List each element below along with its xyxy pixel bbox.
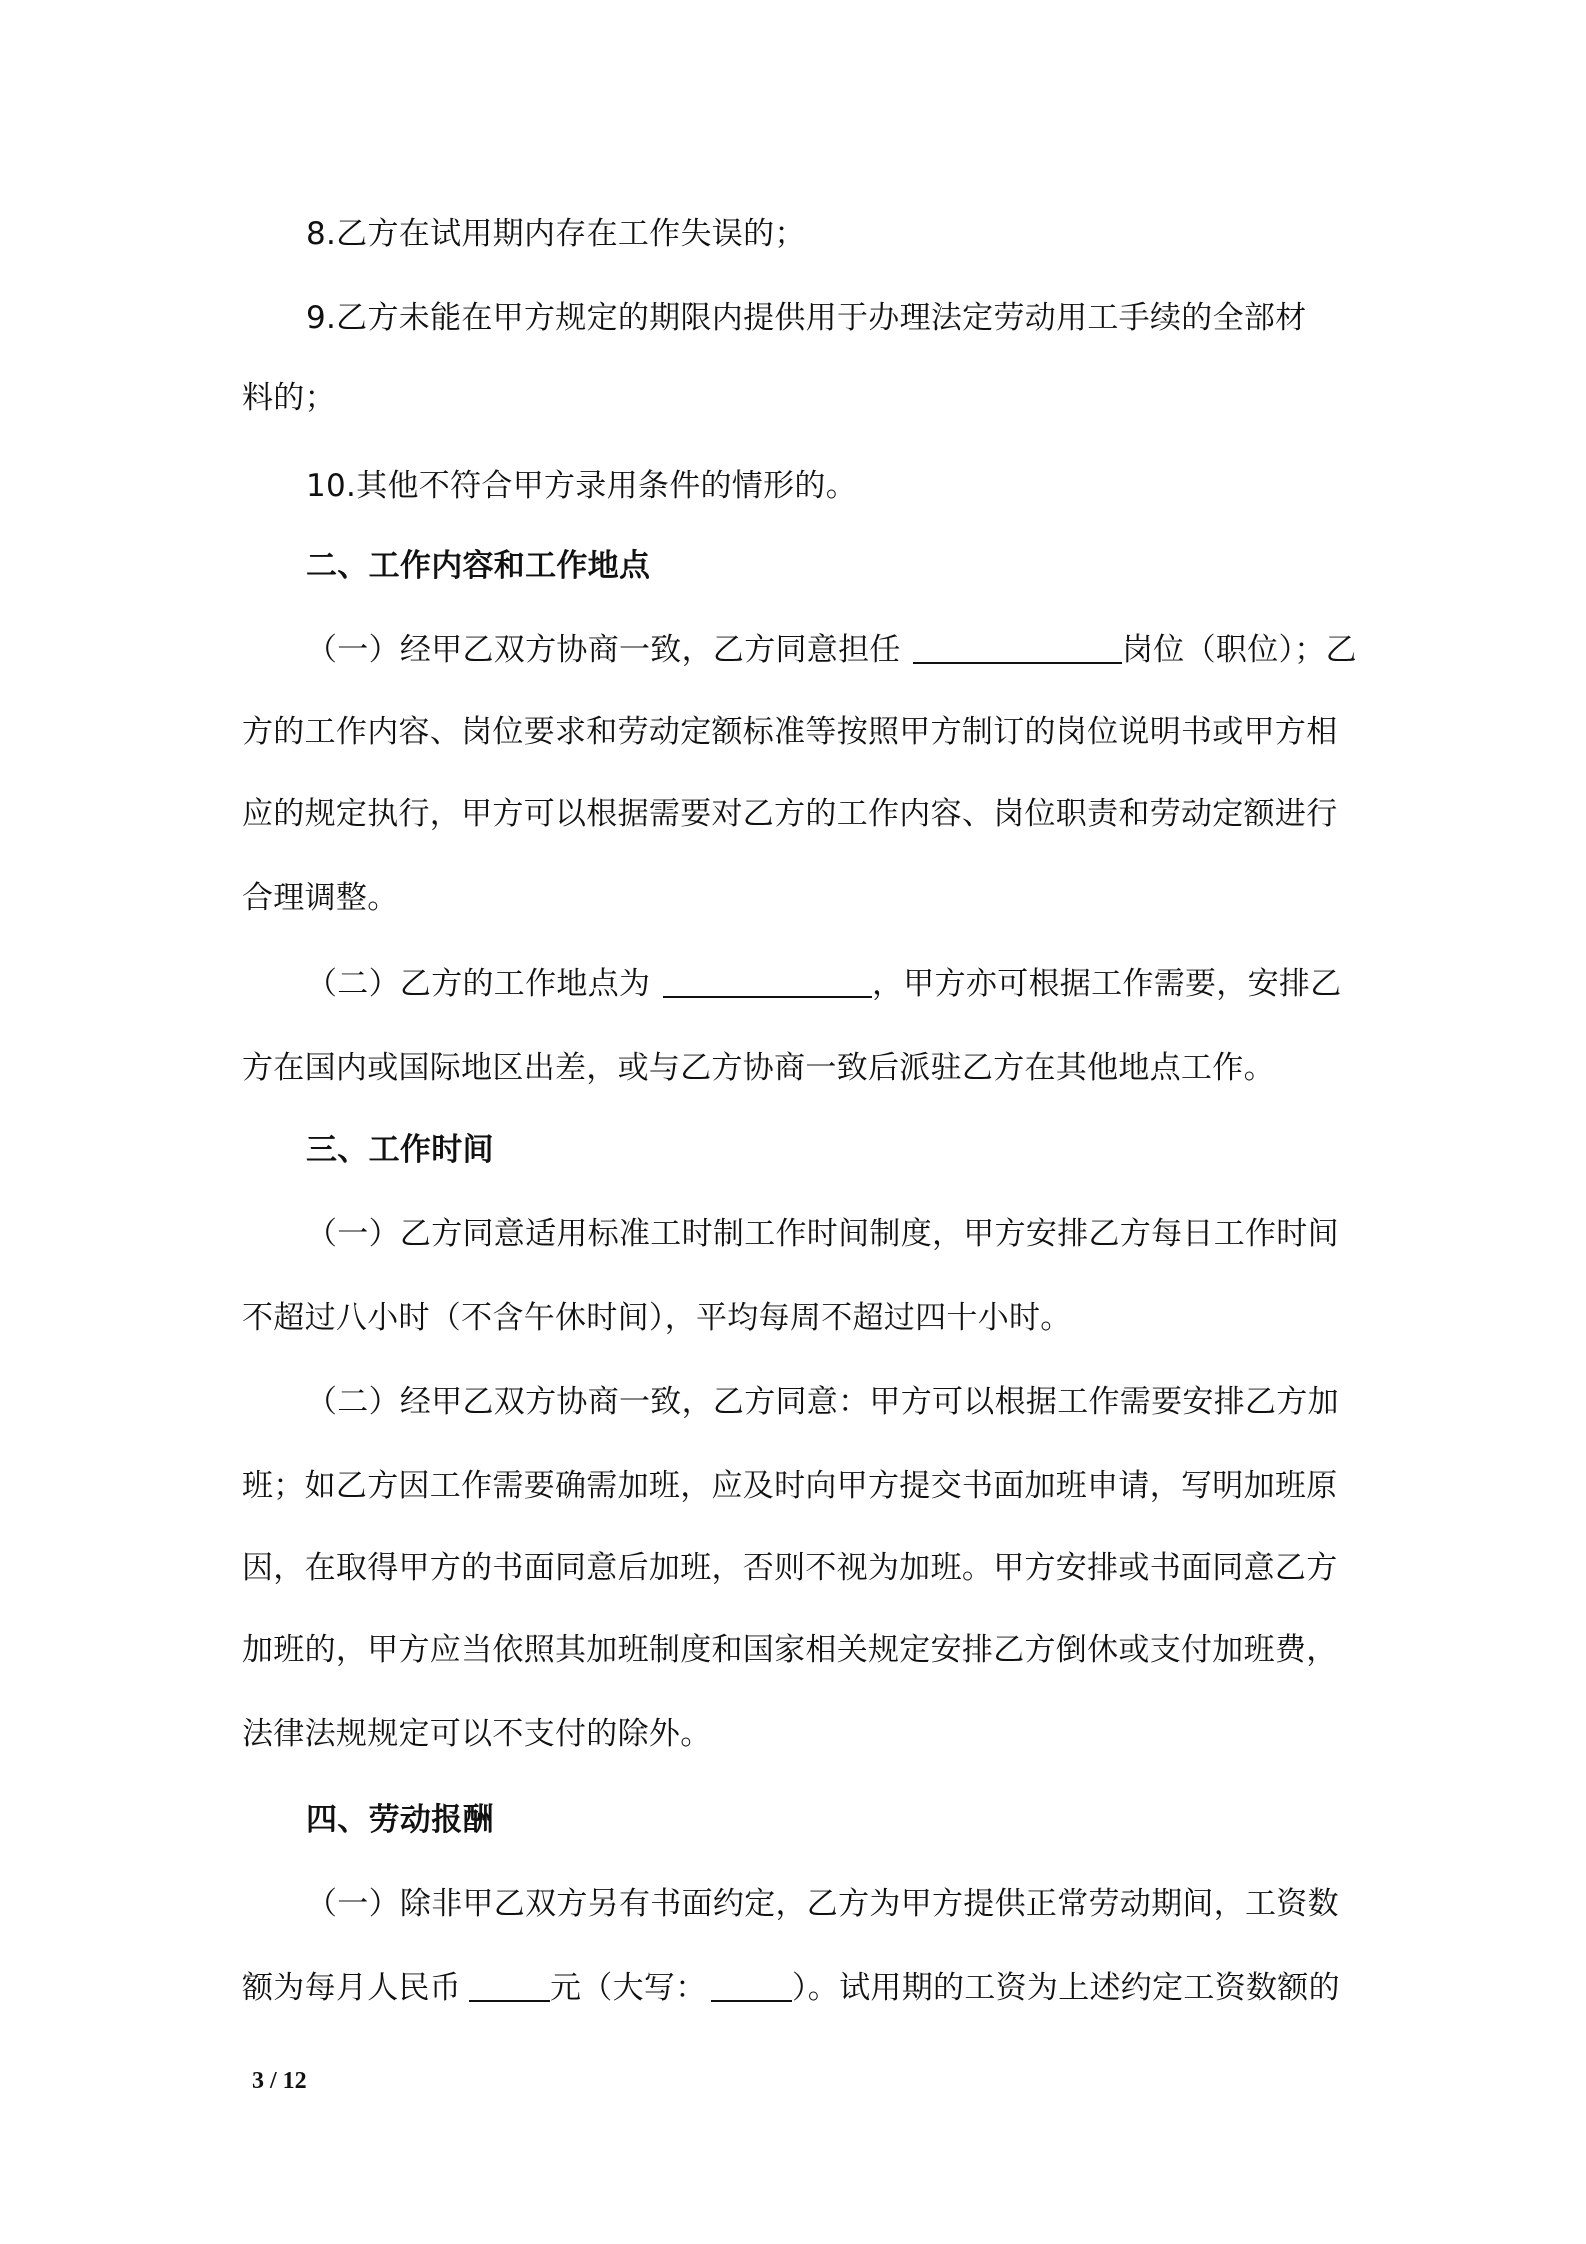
paragraph-line bbox=[0, 1288, 1586, 1348]
clause-10-line bbox=[0, 456, 1586, 516]
paragraph-text: 方在国内或国际地区出差，或与乙方协商一致后派驻乙方在其他地点工作。 bbox=[242, 1050, 1275, 1086]
work-location-blank bbox=[663, 958, 872, 998]
paragraph-text: 10.其他不符合甲方录用条件的情形的。 bbox=[306, 468, 857, 504]
paragraph-line bbox=[0, 1372, 1586, 1432]
paragraph-line bbox=[0, 1874, 1586, 1934]
salary-text-part1: 额为每月人民币 bbox=[242, 1970, 462, 2006]
position-text-before: （一）经甲乙双方协商一致，乙方同意担任 bbox=[306, 632, 901, 668]
section-title: 三、工作时间 bbox=[306, 1132, 494, 1168]
paragraph-line bbox=[0, 784, 1586, 844]
work-location-line bbox=[0, 954, 1586, 1014]
clause-8-line bbox=[0, 204, 1586, 264]
paragraph-text: 法律法规规定可以不支付的除外。 bbox=[242, 1716, 712, 1752]
paragraph-line bbox=[0, 1456, 1586, 1516]
section-heading-2 bbox=[0, 536, 1586, 596]
paragraph-text: （一）除非甲乙双方另有书面约定，乙方为甲方提供正常劳动期间，工资数 bbox=[306, 1886, 1339, 1922]
paragraph-line bbox=[0, 1620, 1586, 1680]
paragraph-line bbox=[0, 1538, 1586, 1598]
salary-text-part2: 元（大写： bbox=[550, 1970, 707, 2006]
position-text-after: 岗位（职位）；乙 bbox=[1122, 632, 1357, 668]
page-number: 3 / 12 bbox=[252, 2068, 307, 2094]
paragraph-text: （一）乙方同意适用标准工时制工作时间制度，甲方安排乙方每日工作时间 bbox=[306, 1216, 1339, 1252]
salary-uppercase-blank bbox=[711, 1962, 792, 2002]
paragraph-text: 料的； bbox=[242, 380, 336, 416]
work-location-text-before: （二）乙方的工作地点为 bbox=[306, 966, 651, 1002]
paragraph-text: 8.乙方在试用期内存在工作失误的； bbox=[306, 216, 806, 252]
paragraph-line bbox=[0, 1704, 1586, 1764]
paragraph-text: 班；如乙方因工作需要确需加班，应及时向甲方提交书面加班申请，写明加班原 bbox=[242, 1468, 1338, 1504]
salary-amount-blank bbox=[469, 1962, 550, 2002]
paragraph-text: 9.乙方未能在甲方规定的期限内提供用于办理法定劳动用工手续的全部材 bbox=[306, 300, 1307, 336]
position-line bbox=[0, 620, 1586, 680]
paragraph-text: 不超过八小时（不含午休时间），平均每周不超过四十小时。 bbox=[242, 1300, 1072, 1336]
paragraph-text: 合理调整。 bbox=[242, 880, 399, 916]
paragraph-text: 应的规定执行，甲方可以根据需要对乙方的工作内容、岗位职责和劳动定额进行 bbox=[242, 796, 1338, 832]
section-title: 二、工作内容和工作地点 bbox=[306, 548, 651, 584]
section-title: 四、劳动报酬 bbox=[306, 1802, 494, 1838]
position-blank bbox=[913, 624, 1122, 664]
salary-text-part3: ）。试用期的工资为上述约定工资数额的 bbox=[792, 1970, 1340, 2006]
work-location-text-after: ，甲方亦可根据工作需要，安排乙 bbox=[872, 966, 1342, 1002]
section-heading-3 bbox=[0, 1120, 1586, 1180]
paragraph-line bbox=[0, 1038, 1586, 1098]
paragraph-line bbox=[0, 702, 1586, 762]
clause-9-continuation-line bbox=[0, 368, 1586, 428]
paragraph-line bbox=[0, 1204, 1586, 1264]
paragraph-text: 方的工作内容、岗位要求和劳动定额标准等按照甲方制订的岗位说明书或甲方相 bbox=[242, 714, 1338, 750]
salary-line bbox=[0, 1958, 1586, 2018]
paragraph-text: 因，在取得甲方的书面同意后加班，否则不视为加班。甲方安排或书面同意乙方 bbox=[242, 1550, 1338, 1586]
paragraph-line bbox=[0, 868, 1586, 928]
paragraph-text: （二）经甲乙双方协商一致，乙方同意：甲方可以根据工作需要安排乙方加 bbox=[306, 1384, 1339, 1420]
paragraph-text: 加班的，甲方应当依照其加班制度和国家相关规定安排乙方倒休或支付加班费， bbox=[242, 1632, 1338, 1668]
clause-9-line bbox=[0, 288, 1586, 348]
section-heading-4 bbox=[0, 1790, 1586, 1850]
